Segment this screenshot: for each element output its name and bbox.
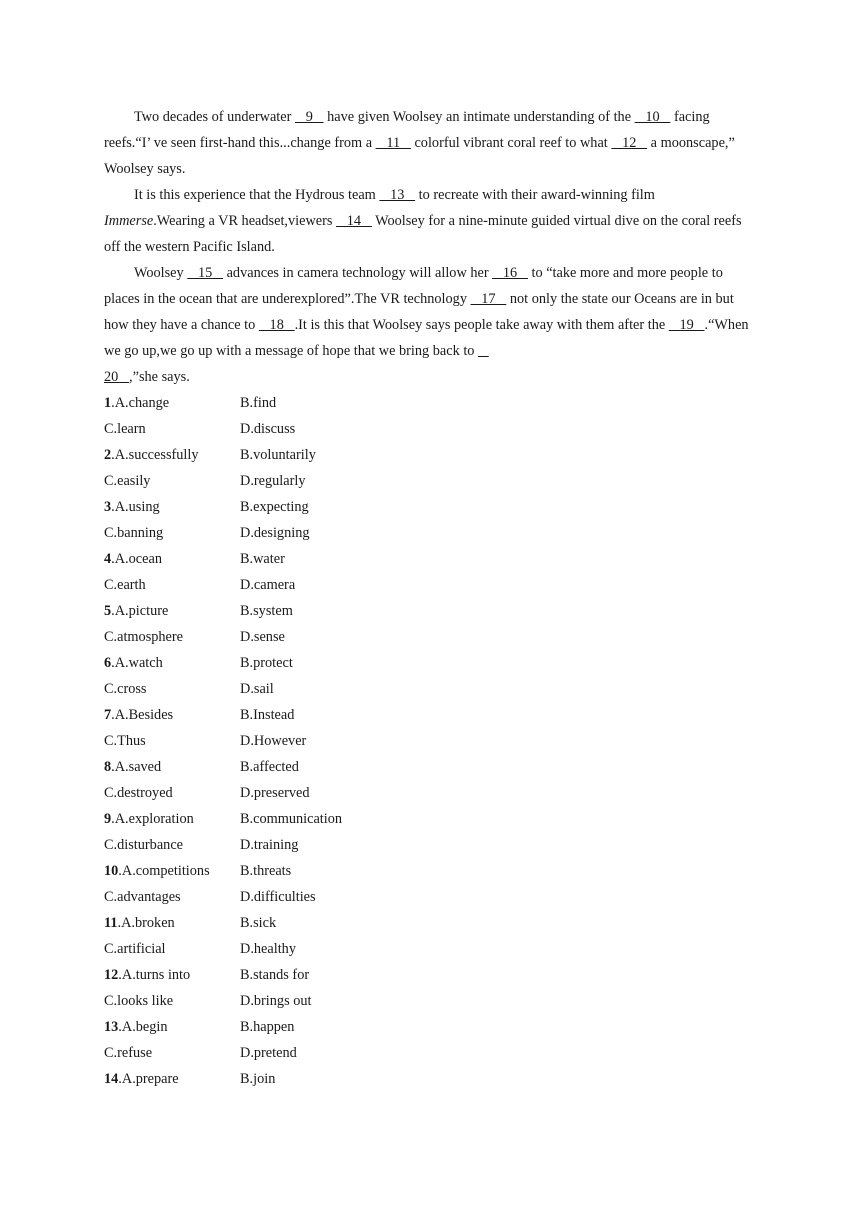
- question-row: [104, 780, 756, 806]
- question-number: 11: [104, 915, 118, 931]
- option-a: [104, 650, 240, 676]
- option-a-text: .A.saved: [111, 759, 162, 775]
- option-a: [104, 1066, 240, 1092]
- option-d: D.training: [240, 837, 299, 853]
- option-b: B.stands for: [240, 967, 310, 983]
- question-number: 7: [104, 707, 112, 723]
- answer-blank: 13: [379, 187, 416, 203]
- option-c: C.refuse: [104, 1045, 153, 1061]
- document-page: [104, 104, 756, 1092]
- option-d: D.discuss: [240, 421, 296, 437]
- option-a: [104, 442, 240, 468]
- question-row: [104, 676, 756, 702]
- question-row: [104, 832, 756, 858]
- option-c: C.learn: [104, 421, 146, 437]
- answer-blank: 18: [258, 317, 295, 333]
- option-a: [104, 702, 240, 728]
- passage-text: facing reefs.“I’ ve seen first-hand this...change from a: [104, 109, 710, 151]
- option-b: B.happen: [240, 1019, 295, 1035]
- passage-text: .“When we go up,we go up with a message of hope that we bring back to: [104, 317, 749, 359]
- option-c: C.disturbance: [104, 837, 184, 853]
- option-a-text: .A.change: [111, 395, 170, 411]
- question-row: [104, 546, 756, 572]
- answer-blank: 9: [294, 109, 324, 125]
- passage-text: .Wearing a VR headset,viewers: [153, 213, 337, 229]
- option-b: B.protect: [240, 655, 293, 671]
- option-a-text: .A.watch: [111, 655, 163, 671]
- question-row: [104, 702, 756, 728]
- option-b: B.system: [240, 603, 293, 619]
- option-b: B.expecting: [240, 499, 309, 515]
- answer-blank: 19: [668, 317, 705, 333]
- option-b: B.Instead: [240, 707, 295, 723]
- passage-text: have given Woolsey an intimate understanding of the: [323, 109, 635, 125]
- option-a: [104, 754, 240, 780]
- option-d: D.brings out: [240, 993, 312, 1009]
- option-c: C.banning: [104, 525, 164, 541]
- option-b: B.join: [240, 1071, 276, 1087]
- question-row: [104, 962, 756, 988]
- question-row: [104, 858, 756, 884]
- question-row: [104, 806, 756, 832]
- question-row: [104, 598, 756, 624]
- option-a: [104, 494, 240, 520]
- answer-blank: 20: [104, 369, 119, 385]
- option-c: C.Thus: [104, 733, 146, 749]
- option-b: B.affected: [240, 759, 299, 775]
- option-a: [104, 962, 240, 988]
- answer-blank: 10: [634, 109, 671, 125]
- option-a: [104, 390, 240, 416]
- option-c: C.cross: [104, 681, 147, 697]
- passage-text: to “take more and more people to places in the ocean that are underexplored”.The VR technology: [104, 265, 723, 307]
- question-row: [104, 988, 756, 1014]
- option-b: B.threats: [240, 863, 292, 879]
- option-c: C.destroyed: [104, 785, 173, 801]
- question-number: 14: [104, 1071, 119, 1087]
- option-a-text: .A.prepare: [118, 1071, 179, 1087]
- passage-text: Woolsey for a nine-minute guided virtual dive on the coral reefs off the western Pacific Island.: [104, 213, 742, 255]
- question-row: [104, 390, 756, 416]
- option-c: C.advantages: [104, 889, 181, 905]
- option-b: B.sick: [240, 915, 277, 931]
- question-number: 2: [104, 447, 112, 463]
- passage-text: colorful vibrant coral reef to what: [410, 135, 612, 151]
- question-row: [104, 442, 756, 468]
- question-row: [104, 1040, 756, 1066]
- question-row: [104, 754, 756, 780]
- passage: [104, 104, 756, 390]
- passage-text: ,”she says.: [129, 369, 190, 385]
- option-a-text: .A.broken: [117, 915, 175, 931]
- question-row: [104, 910, 756, 936]
- question-options: [104, 390, 756, 1092]
- paragraph-2: [104, 182, 756, 260]
- passage-text: advances in camera technology will allow her: [223, 265, 493, 281]
- option-a: [104, 858, 240, 884]
- option-a-text: .A.begin: [118, 1019, 168, 1035]
- option-d: D.However: [240, 733, 307, 749]
- option-c: C.artificial: [104, 941, 166, 957]
- question-number: 6: [104, 655, 112, 671]
- option-a: [104, 598, 240, 624]
- question-number: 4: [104, 551, 112, 567]
- option-c: C.looks like: [104, 993, 174, 1009]
- question-row: [104, 1014, 756, 1040]
- question-row: [104, 650, 756, 676]
- option-a: [104, 1014, 240, 1040]
- question-number: 13: [104, 1019, 119, 1035]
- option-c: C.atmosphere: [104, 629, 184, 645]
- question-row: [104, 416, 756, 442]
- option-a-text: .A.successfully: [111, 447, 199, 463]
- question-row: [104, 936, 756, 962]
- option-a-text: .A.picture: [111, 603, 169, 619]
- option-d: D.regularly: [240, 473, 306, 489]
- option-a: [104, 546, 240, 572]
- question-row: [104, 884, 756, 910]
- option-d: D.pretend: [240, 1045, 297, 1061]
- option-a-text: .A.Besides: [111, 707, 174, 723]
- option-b: B.voluntarily: [240, 447, 316, 463]
- paragraph-1: [104, 104, 756, 182]
- option-a-text: .A.exploration: [111, 811, 194, 827]
- answer-blank: 14: [336, 213, 372, 229]
- paragraph-3: [104, 260, 756, 390]
- option-a: [104, 910, 240, 936]
- passage-text: Two decades of underwater: [134, 109, 295, 125]
- option-d: D.camera: [240, 577, 296, 593]
- option-a: [104, 806, 240, 832]
- question-row: [104, 1066, 756, 1092]
- option-c: C.easily: [104, 473, 151, 489]
- passage-text: not only the state our Oceans are in but how they have a chance to: [104, 291, 734, 333]
- question-number: 3: [104, 499, 112, 515]
- passage-text: Woolsey: [134, 265, 188, 281]
- question-number: 8: [104, 759, 112, 775]
- passage-text: to recreate with their award-winning film: [415, 187, 655, 203]
- option-d: D.sense: [240, 629, 285, 645]
- answer-blank: 17: [470, 291, 507, 307]
- passage-text: It is this experience that the Hydrous team: [134, 187, 380, 203]
- question-row: [104, 624, 756, 650]
- option-a-text: .A.competitions: [118, 863, 210, 879]
- option-b: B.find: [240, 395, 277, 411]
- option-c: C.earth: [104, 577, 146, 593]
- option-d: D.sail: [240, 681, 274, 697]
- question-number: 12: [104, 967, 119, 983]
- option-d: D.designing: [240, 525, 310, 541]
- passage-text: .It is this that Woolsey says people take away with them after the: [294, 317, 669, 333]
- answer-blank: 16: [492, 265, 528, 281]
- option-d: D.difficulties: [240, 889, 316, 905]
- question-number: 5: [104, 603, 112, 619]
- option-a-text: .A.ocean: [111, 551, 162, 567]
- film-title: Immerse: [104, 213, 154, 229]
- option-b: B.water: [240, 551, 285, 567]
- question-number: 9: [104, 811, 112, 827]
- question-row: [104, 572, 756, 598]
- option-b: B.communication: [240, 811, 343, 827]
- question-number: 1: [104, 395, 112, 411]
- question-row: [104, 728, 756, 754]
- answer-blank: 12: [611, 135, 648, 151]
- option-d: D.healthy: [240, 941, 296, 957]
- answer-blank: 15: [187, 265, 224, 281]
- passage-text: a moonscape,” Woolsey says.: [104, 135, 735, 177]
- question-number: 10: [104, 863, 119, 879]
- option-a-text: .A.turns into: [118, 967, 191, 983]
- question-row: [104, 468, 756, 494]
- question-row: [104, 494, 756, 520]
- answer-blank: 11: [375, 135, 411, 151]
- option-d: D.preserved: [240, 785, 310, 801]
- option-a-text: .A.using: [111, 499, 160, 515]
- question-row: [104, 520, 756, 546]
